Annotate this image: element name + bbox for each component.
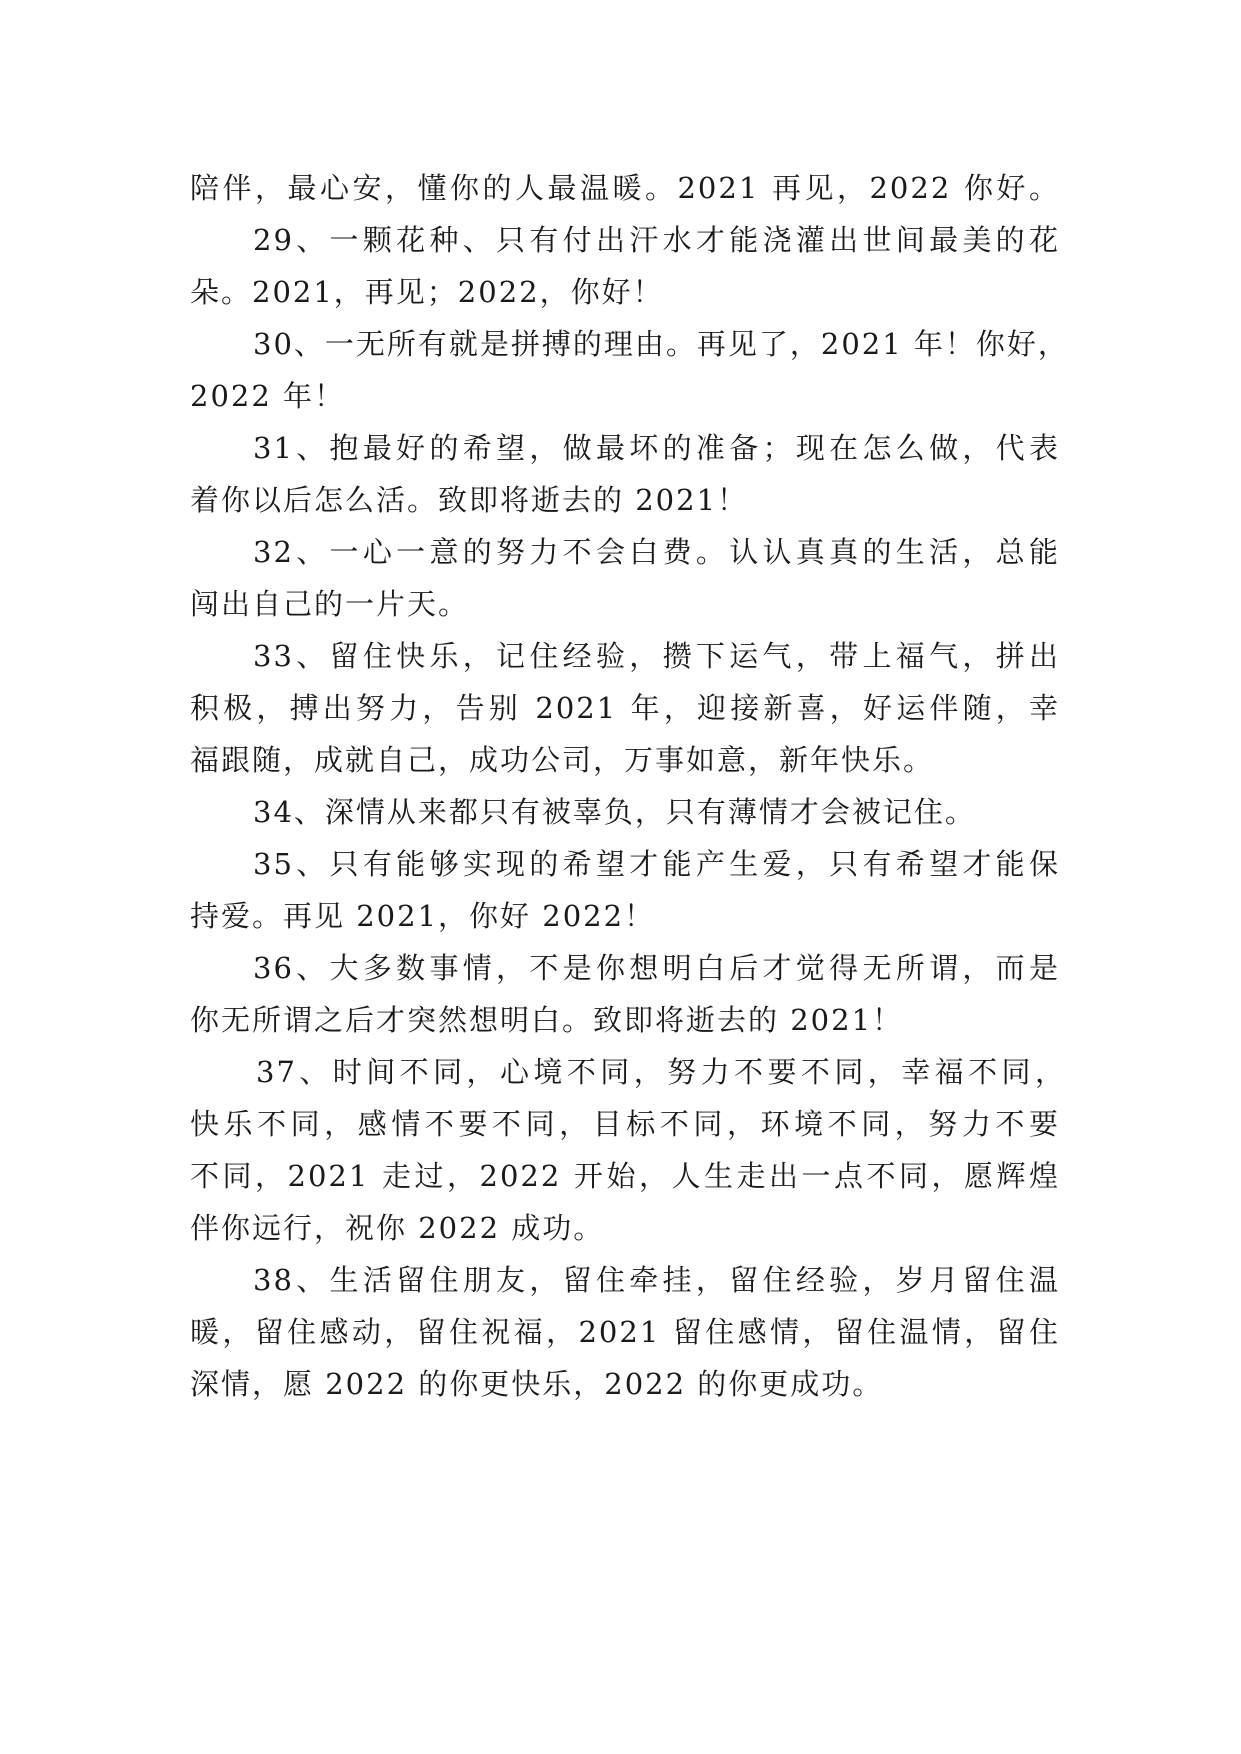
text-line: 30、一无所有就是拼搏的理由。再见了，2021 年！你好， — [253, 327, 1069, 361]
text-line: 不同，2021 走过，2022 开始，人生走出一点不同，愿辉煌 — [190, 1159, 1060, 1193]
text-line: 37、时间不同，心境不同，努力不要不同，幸福不同， — [256, 1055, 1066, 1089]
text-line: 闯出自己的一片天。 — [190, 587, 470, 621]
text-line: 你无所谓之后才突然想明白。致即将逝去的 2021！ — [190, 1003, 904, 1037]
text-line: 2022 年！ — [190, 379, 346, 413]
text-line: 福跟随，成就自己，成功公司，万事如意，新年快乐。 — [190, 743, 935, 777]
text-line: 32、一心一意的努力不会白费。认认真真的生活，总能 — [253, 535, 1060, 569]
text-line: 朵。2021，再见；2022，你好！ — [190, 275, 664, 309]
text-line: 33、留住快乐，记住经验，攒下运气，带上福气，拼出 — [253, 639, 1060, 673]
text-line: 35、只有能够实现的希望才能产生爱，只有希望才能保 — [253, 847, 1060, 881]
text-line: 着你以后怎么活。致即将逝去的 2021！ — [190, 483, 749, 517]
text-line: 31、抱最好的希望，做最坏的准备；现在怎么做，代表 — [253, 431, 1060, 465]
text-line: 36、大多数事情，不是你想明白后才觉得无所谓，而是 — [253, 951, 1060, 985]
text-line: 暖，留住感动，留住祝福，2021 留住感情，留住温情，留住 — [190, 1315, 1060, 1349]
text-line: 伴你远行，祝你 2022 成功。 — [190, 1211, 605, 1245]
text-line: 38、生活留住朋友，留住牵挂，留住经验，岁月留住温 — [253, 1263, 1060, 1297]
text-line: 持爱。再见 2021，你好 2022！ — [190, 899, 656, 933]
text-line: 积极，搏出努力，告别 2021 年，迎接新喜，好运伴随，幸 — [190, 691, 1060, 725]
text-line: 陪伴，最心安，懂你的人最温暖。2021 再见，2022 你好。 — [190, 171, 1060, 205]
text-line: 29、一颗花种、只有付出汗水才能浇灌出世间最美的花 — [253, 223, 1060, 257]
text-line: 快乐不同，感情不要不同，目标不同，环境不同，努力不要 — [190, 1107, 1060, 1141]
text-line: 34、深情从来都只有被辜负，只有薄情才会被记住。 — [253, 795, 976, 829]
text-line: 深情，愿 2022 的你更快乐，2022 的你更成功。 — [190, 1367, 884, 1401]
